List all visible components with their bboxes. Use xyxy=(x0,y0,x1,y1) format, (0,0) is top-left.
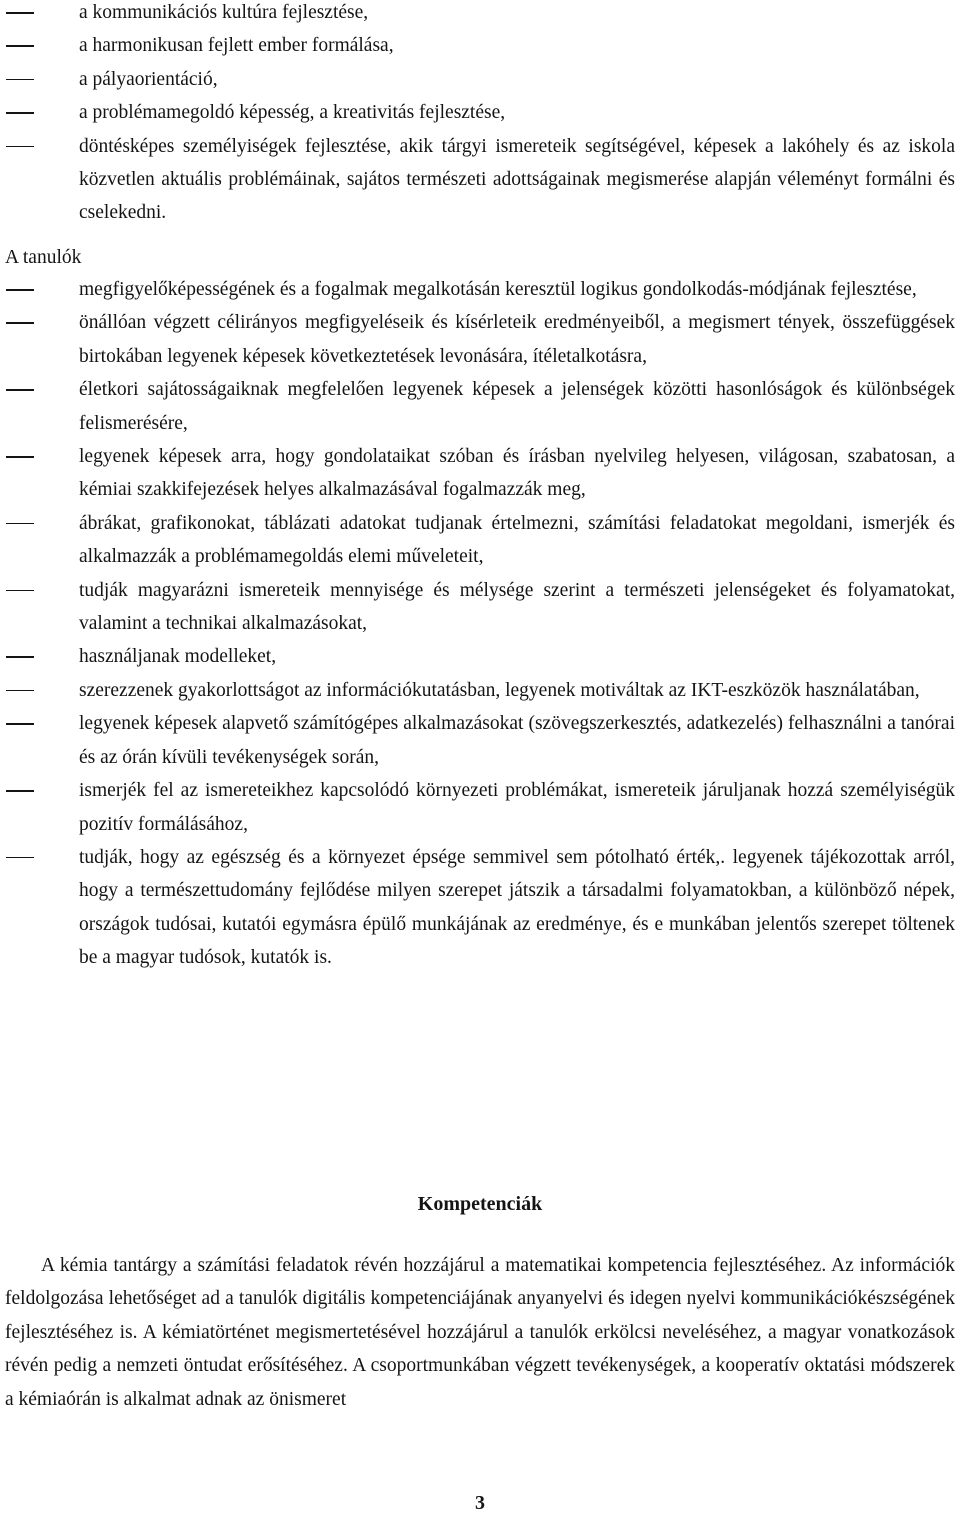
dash-bullet xyxy=(6,322,34,324)
list-item-text: a problémamegoldó képesség, a kreativitás fejlesztése, xyxy=(79,102,506,124)
dash-bullet xyxy=(6,112,34,114)
page-number: 3 xyxy=(475,1492,485,1514)
dash-bullet xyxy=(6,656,34,658)
list-item-text: önállóan végzett célirányos megfigyeléseik és kísérleteik eredményeiből, a megismert tények, összefüggések birtokában legyenek képesek következtetések levonására, ítéletalkotásra, xyxy=(79,312,955,367)
list-item xyxy=(0,841,960,975)
list-item xyxy=(0,440,960,507)
section-heading: Kompetenciák xyxy=(417,1193,543,1215)
list-item-text: megfigyelőképességének és a fogalmak megalkotásán keresztül logikus gondolkodás-módjának fejlesztése, xyxy=(79,279,917,300)
dash-bullet xyxy=(6,45,34,47)
list-item-text: használjanak modelleket, xyxy=(79,646,277,668)
dash-bullet xyxy=(6,79,34,81)
list-item-text: a harmonikusan fejlett ember formálása, xyxy=(79,35,394,57)
list-item xyxy=(0,774,960,841)
list-item-text: ismerjék fel az ismereteikhez kapcsolódó környezeti problémákat, ismereteik járuljanak hozzá személyiségük pozitív formálásához, xyxy=(79,780,955,835)
list-item xyxy=(0,707,960,774)
dash-bullet xyxy=(6,12,34,14)
list-item-text: tudják, hogy az egészség és a környezet épsége semmivel sem pótolható érték,. legyenek tájékozottak arról, hogy a természettudomány fejlődése milyen szerepet játszik a társadalmi folyamatokban, a különböző népek, országok tudósai, kutatói egymásra épülő munkájának az eredménye, és e munkában jelentős szerepet töltenek be a magyar tudósok, kutatók is. xyxy=(79,846,955,969)
list-item xyxy=(0,306,960,373)
dash-bullet xyxy=(6,723,34,725)
list-item-text: szerezzenek gyakorlottságot az információkutatásban, legyenek motiváltak az IKT-eszközök használatában, xyxy=(79,679,920,701)
list-item xyxy=(0,0,960,29)
list-item xyxy=(0,507,960,574)
students-intro: A tanulók xyxy=(5,247,82,268)
list-item xyxy=(0,130,960,230)
students-list xyxy=(0,273,960,975)
dash-bullet xyxy=(6,590,34,592)
dash-bullet xyxy=(6,146,34,148)
dash-bullet xyxy=(6,790,34,792)
list-item-text: döntésképes személyiségek fejlesztése, akik tárgyi ismereteik segítségével, képesek a lakóhely és az iskola közvetlen aktuális problémáinak, sajátos természeti adottságainak megismerése alapján véleményt formálni és cselekedni. xyxy=(79,135,955,224)
list-item-text: legyenek képesek alapvető számítógépes alkalmazásokat (szövegszerkesztés, adatkezelés) felhasználni a tanórai és az órán kívüli tevékenységek során, xyxy=(79,713,955,768)
dash-bullet xyxy=(6,690,34,692)
list-item-text: életkori sajátosságaiknak megfelelően legyenek képesek a jelenségek közötti hasonlóságok és különbségek felismerésére, xyxy=(79,379,955,434)
list-item-text: a pályaorientáció, xyxy=(79,68,218,90)
goals-list xyxy=(0,0,960,230)
list-item-text: legyenek képesek arra, hogy gondolataikat szóban és írásban nyelvileg helyesen, világosan, szabatosan, a kémiai szakkifejezések helyes alkalmazásával fogalmazzák meg, xyxy=(79,446,955,501)
dash-bullet xyxy=(6,857,34,859)
list-item-text: tudják magyarázni ismereteik mennyisége és mélysége szerint a természeti jelenségeket és folyamatokat, valamint a technikai alkalmazásokat, xyxy=(79,579,955,635)
list-item xyxy=(0,373,960,440)
competencies-paragraph: A kémia tantárgy a számítási feladatok révén hozzájárul a matematikai kompetencia fejlesztéséhez. Az információk feldolgozása lehetőséget ad a tanulók digitális kompetenciájának anyanyelvi és idegen nyelvi kommunikációkészségének fejlesztéséhez is. A kémiatörténet megismertetésével hozzájárul a tanulók erkölcsi neveléséhez, a magyar vonatkozások révén pedig a nemzeti öntudat erősítéséhez. A csoportmunkában végzett tevékenységek, a kooperatív oktatási módszerek a kémiaórán is alkalmat adnak az önismeret xyxy=(5,1255,955,1410)
list-item xyxy=(0,63,960,96)
dash-bullet xyxy=(6,456,34,458)
dash-bullet xyxy=(6,289,34,291)
list-item xyxy=(0,273,960,306)
list-item xyxy=(0,640,960,673)
list-item xyxy=(0,574,960,641)
dash-bullet xyxy=(6,523,34,525)
dash-bullet xyxy=(6,389,34,391)
list-item xyxy=(0,96,960,129)
list-item xyxy=(0,674,960,707)
list-item-text: a kommunikációs kultúra fejlesztése, xyxy=(79,2,369,23)
list-item-text: ábrákat, grafikonokat, táblázati adatokat tudjanak értelmezni, számítási feladatokat megoldani, ismerjék és alkalmazzák a problémamegoldás elemi műveleteit, xyxy=(79,512,955,568)
list-item xyxy=(0,29,960,62)
